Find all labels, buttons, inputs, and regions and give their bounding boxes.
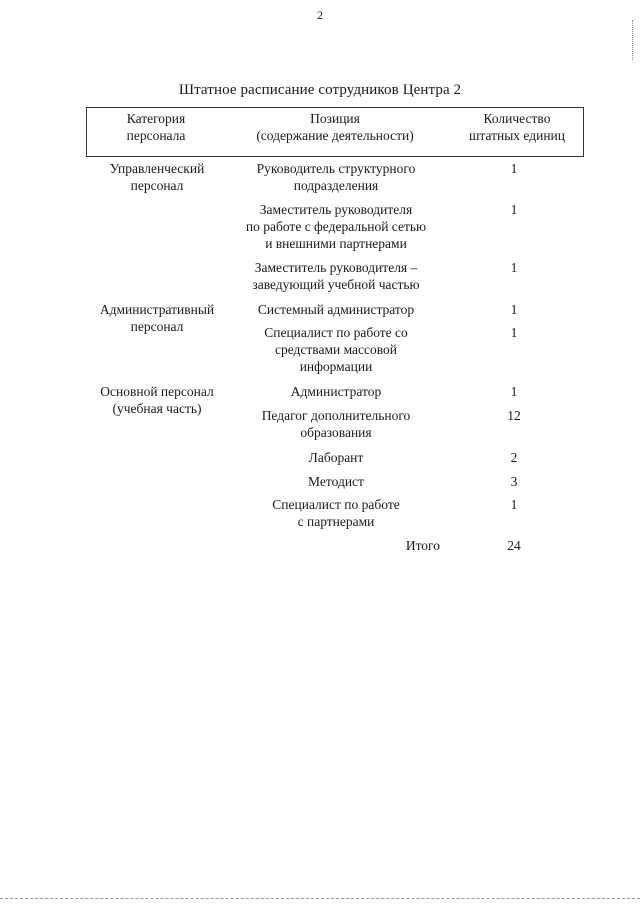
table-row-position [228, 449, 444, 466]
table-row-quantity: 1 [510, 260, 518, 275]
header-category [86, 110, 226, 144]
position-line: Администратор [290, 384, 382, 399]
category-line: персонал [130, 319, 184, 334]
table-row-quantity: 12 [507, 408, 521, 423]
category-administrative [82, 301, 232, 335]
total-value: 24 [507, 538, 521, 553]
table-row-position [228, 407, 444, 441]
table-row-position [228, 201, 444, 252]
position-line: Педагог дополнительного [261, 408, 411, 423]
position-line: информации [299, 359, 373, 374]
table-row-position [228, 160, 444, 194]
table-row-quantity: 1 [510, 302, 518, 317]
table-row-quantity: 1 [510, 161, 518, 176]
scan-edge-mark [632, 20, 635, 60]
table-row-position [228, 324, 444, 375]
position-line: Заместитель руководителя [259, 202, 413, 217]
table-row-position [228, 383, 444, 400]
category-line: Административный [99, 302, 215, 317]
position-line: и внешними партнерами [265, 236, 407, 251]
position-line: Руководитель структурного [256, 161, 416, 176]
table-row-position [228, 473, 444, 490]
position-line: Методист [308, 474, 364, 489]
category-line: Управленческий [109, 161, 205, 176]
position-line: Лаборант [308, 450, 364, 465]
document-title: Штатное расписание сотрудников Центра 2 [178, 82, 462, 98]
page-number: 2 [317, 8, 323, 22]
category-line: (учебная часть) [112, 401, 202, 416]
position-line: средствами массовой [274, 342, 398, 357]
position-line: Специалист по работе со [264, 325, 408, 340]
position-line: заведующий учебной частью [252, 277, 420, 292]
position-line: Заместитель руководителя – [254, 260, 418, 275]
category-line: персонал [130, 178, 184, 193]
scan-edge-mark [0, 898, 640, 901]
position-line: Системный администратор [257, 302, 415, 317]
header-position [230, 110, 440, 144]
table-row-position [228, 301, 444, 318]
category-main-staff [82, 383, 232, 417]
position-line: по работе с федеральной сетью [245, 219, 427, 234]
header-position-line: Позиция [310, 111, 360, 126]
header-category-line: Категория [126, 111, 186, 126]
position-line: образования [300, 425, 372, 440]
position-line: с партнерами [297, 514, 375, 529]
header-position-line: (содержание деятельности) [256, 128, 414, 143]
table-row-position [228, 496, 444, 530]
header-quantity-line: штатных единиц [468, 128, 565, 143]
table-row-quantity: 1 [510, 325, 518, 340]
table-row-quantity: 2 [510, 450, 518, 465]
header-quantity-line: Количество [483, 111, 551, 126]
position-line: Специалист по работе [272, 497, 400, 512]
category-management [82, 160, 232, 194]
header-quantity [450, 110, 584, 144]
position-line: подразделения [293, 178, 379, 193]
table-row-quantity: 1 [510, 497, 518, 512]
header-category-line: персонала [126, 128, 186, 143]
table-row-quantity: 1 [510, 384, 518, 399]
total-label: Итого [405, 538, 440, 553]
table-row-quantity: 3 [510, 474, 518, 489]
category-line: Основной персонал [100, 384, 214, 399]
table-row-quantity: 1 [510, 202, 518, 217]
table-row-position [228, 259, 444, 293]
